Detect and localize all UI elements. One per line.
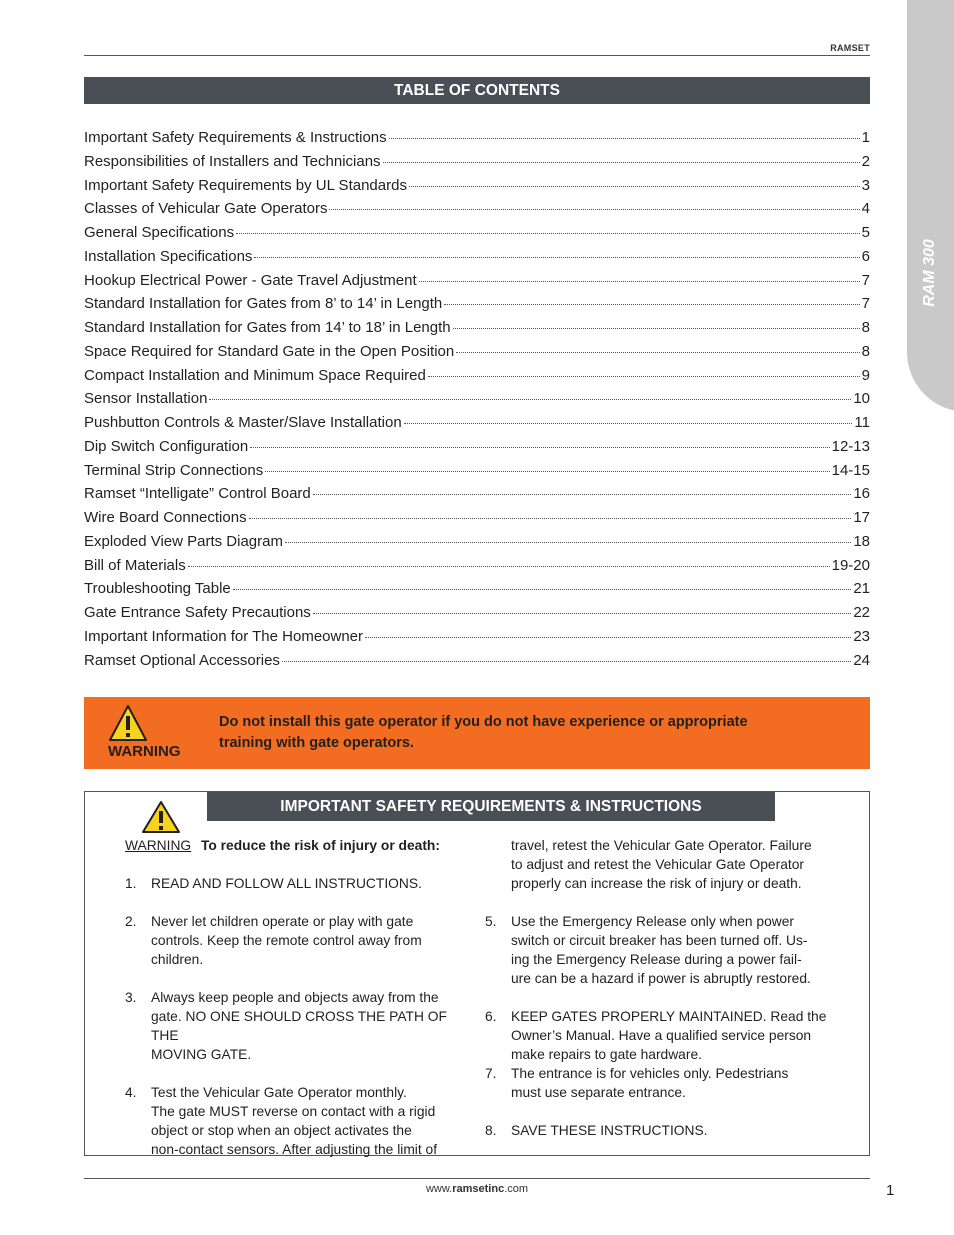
safety-item-number: 7. — [485, 1066, 497, 1081]
safety-item-line: properly can increase the risk of injury or death. — [511, 876, 802, 891]
toc-entry-page: 23 — [853, 627, 870, 645]
toc-entry-page: 21 — [853, 580, 870, 598]
toc-entry-title: Dip Switch Configuration — [84, 437, 249, 455]
toc-entry-page: 7 — [861, 271, 870, 289]
toc-leader — [282, 661, 851, 662]
toc-entry-title: Exploded View Parts Diagram — [84, 532, 283, 550]
toc-entry-page: 22 — [853, 604, 870, 621]
safety-item-line: The gate MUST reverse on contact with a rigid — [151, 1104, 436, 1119]
safety-item — [485, 912, 840, 988]
safety-item-number: 3. — [125, 990, 137, 1005]
toc-leader — [313, 613, 852, 614]
toc-entry-title: Space Required for Standard Gate in the Open Position — [84, 342, 455, 360]
toc-entry[interactable] — [84, 387, 870, 411]
safety-item-line: ure can be a hazard if power is abruptly restored. — [511, 971, 811, 986]
safety-item-line: children. — [151, 952, 204, 967]
toc-entry-page: 11 — [854, 414, 870, 431]
safety-item-number — [485, 836, 511, 893]
toc-entry-title: Gate Entrance Safety Precautions — [84, 604, 311, 621]
safety-item-line: Use the Emergency Release only when power — [511, 914, 794, 929]
safety-item-number: 2. — [125, 914, 137, 929]
toc-entry-page: 16 — [853, 485, 870, 503]
page-number: 1 — [886, 1182, 895, 1199]
warning-message-line: Do not install this gate operator if you do not have experience or appropriate — [219, 714, 748, 730]
warning-triangle-icon — [108, 704, 148, 742]
toc-entry-title: Important Safety Requirements & Instructions — [84, 129, 387, 146]
safety-item-line: MOVING GATE. — [151, 1047, 252, 1062]
side-tab — [907, 0, 954, 412]
safety-item-line: SAVE THESE INSTRUCTIONS. — [511, 1123, 708, 1138]
toc-entry[interactable] — [84, 269, 870, 293]
toc-entry[interactable] — [84, 625, 870, 649]
toc-entry-title: Terminal Strip Connections — [84, 461, 264, 479]
safety-item-number: 8. — [485, 1123, 497, 1138]
safety-section — [84, 791, 870, 1156]
toc-entry-page: 10 — [853, 390, 870, 408]
safety-item — [485, 1121, 840, 1140]
safety-item-line: gate. NO ONE SHOULD CROSS THE PATH OF THE — [151, 1009, 447, 1043]
safety-item-number: 5. — [485, 914, 497, 929]
warning-banner — [84, 697, 870, 769]
toc-entry-page: 18 — [853, 532, 870, 550]
toc-entry-page: 1 — [861, 129, 870, 146]
toc-entry[interactable] — [84, 506, 870, 530]
toc-entry-page: 5 — [861, 224, 870, 241]
safety-item-line: must use separate entrance. — [511, 1085, 686, 1100]
safety-item — [125, 874, 470, 893]
toc-entry-page: 8 — [861, 319, 870, 336]
toc-leader — [389, 138, 860, 139]
header-brand: RAMSET — [830, 43, 870, 53]
toc-entry-title: Standard Installation for Gates from 14’ to 18’ in Length — [84, 319, 451, 336]
toc-entry[interactable] — [84, 601, 870, 625]
toc-leader — [329, 209, 859, 210]
side-tab-label: RAM 300 — [921, 239, 938, 307]
toc-entry-page: 17 — [853, 509, 870, 526]
toc-entry-page: 9 — [861, 366, 870, 384]
safety-item-line: travel, retest the Vehicular Gate Operator. Failure — [511, 838, 812, 853]
toc-entry[interactable] — [84, 435, 870, 459]
toc-entry-title: General Specifications — [84, 224, 235, 241]
safety-item-line: Owner’s Manual. Have a qualified service person — [511, 1028, 812, 1043]
toc-leader — [236, 233, 860, 234]
toc-leader — [250, 447, 829, 448]
toc-entry[interactable] — [84, 292, 870, 316]
toc-leader — [265, 471, 829, 472]
toc-entry[interactable] — [84, 649, 870, 673]
safety-item — [485, 1064, 840, 1102]
safety-column-left — [125, 836, 470, 1159]
safety-item-line: Never let children operate or play with gate — [151, 914, 414, 929]
toc-entry-page: 19-20 — [831, 556, 870, 574]
toc-leader — [453, 328, 860, 329]
safety-item-line: ing the Emergency Release during a power fail- — [511, 952, 802, 967]
toc-entry-title: Troubleshooting Table — [84, 580, 231, 598]
toc-entry-title: Installation Specifications — [84, 247, 253, 265]
toc-leader — [285, 542, 851, 543]
toc-entry[interactable] — [84, 316, 870, 340]
toc-entry[interactable] — [84, 482, 870, 506]
toc-entry-title: Classes of Vehicular Gate Operators — [84, 200, 328, 218]
toc-title: TABLE OF CONTENTS — [84, 77, 870, 104]
toc-leader — [428, 376, 860, 377]
toc-leader — [456, 352, 859, 353]
safety-item-line: The entrance is for vehicles only. Pedestrians — [511, 1066, 789, 1081]
toc-entry-page: 14-15 — [831, 461, 870, 479]
safety-intro-text: To reduce the risk of injury or death: — [201, 838, 440, 853]
toc-entry-page: 8 — [861, 342, 870, 360]
safety-item-line: KEEP GATES PROPERLY MAINTAINED. Read the — [511, 1009, 827, 1024]
toc-entry[interactable] — [84, 150, 870, 174]
toc-entry-title: Bill of Materials — [84, 556, 186, 574]
toc-entry-title: Responsibilities of Installers and Technicians — [84, 152, 381, 170]
toc-entry-page: 12-13 — [831, 437, 870, 455]
toc-entry-title: Sensor Installation — [84, 390, 208, 408]
warning-message-line: training with gate operators. — [219, 735, 414, 751]
toc-leader — [383, 162, 860, 163]
toc-leader — [404, 423, 853, 424]
toc-entry-title: Pushbutton Controls & Master/Slave Installation — [84, 414, 402, 431]
toc-entry-title: Hookup Electrical Power - Gate Travel Adjustment — [84, 271, 417, 289]
toc-list — [84, 126, 870, 672]
safety-section-title: IMPORTANT SAFETY REQUIREMENTS & INSTRUCTIONS — [207, 792, 775, 821]
safety-item-line: controls. Keep the remote control away from — [151, 933, 422, 948]
toc-leader — [249, 518, 852, 519]
toc-entry-page: 2 — [861, 152, 870, 170]
safety-item-number: 6. — [485, 1009, 497, 1024]
warning-label: WARNING — [108, 743, 181, 760]
toc-entry[interactable] — [84, 459, 870, 483]
toc-entry[interactable] — [84, 221, 870, 245]
toc-leader — [365, 637, 851, 638]
toc-entry-title: Important Information for The Homeowner — [84, 627, 364, 645]
safety-item — [125, 1083, 470, 1159]
toc-entry-page: 4 — [861, 200, 870, 218]
toc-entry-page: 7 — [861, 295, 870, 313]
toc-entry[interactable] — [84, 364, 870, 388]
toc-leader — [419, 281, 860, 282]
toc-entry[interactable] — [84, 174, 870, 198]
safety-item-number: 1. — [125, 876, 137, 891]
toc-entry[interactable] — [84, 554, 870, 578]
toc-entry-title: Wire Board Connections — [84, 509, 247, 526]
footer-rule — [84, 1178, 870, 1179]
toc-entry-page: 6 — [861, 247, 870, 265]
footer-url[interactable]: www.ramsetinc.com — [425, 1183, 529, 1195]
warning-triangle-icon — [141, 800, 181, 834]
safety-item-line: Always keep people and objects away from the — [151, 990, 439, 1005]
safety-column-right — [485, 836, 840, 1159]
toc-entry[interactable] — [84, 411, 870, 435]
toc-entry-title: Compact Installation and Minimum Space Required — [84, 366, 426, 384]
toc-entry-title: Ramset “Intelligate” Control Board — [84, 485, 311, 503]
safety-item-line: make repairs to gate hardware. — [511, 1047, 702, 1062]
safety-item-line: object or stop when an object activates the — [151, 1123, 412, 1138]
safety-item — [125, 988, 470, 1064]
safety-intro — [125, 836, 470, 855]
toc-entry-title: Important Safety Requirements by UL Standards — [84, 176, 407, 194]
toc-leader — [409, 186, 860, 187]
safety-item-number: 4. — [125, 1085, 137, 1100]
safety-item-line: to adjust and retest the Vehicular Gate Operator — [511, 857, 804, 872]
safety-item — [125, 912, 470, 969]
toc-leader — [233, 589, 852, 590]
toc-entry[interactable] — [84, 126, 870, 150]
toc-entry-page: 3 — [861, 176, 870, 194]
toc-leader — [254, 257, 859, 258]
toc-entry[interactable] — [84, 245, 870, 269]
safety-item-line: Test the Vehicular Gate Operator monthly. — [151, 1085, 407, 1100]
toc-entry[interactable] — [84, 577, 870, 601]
safety-item-continued — [485, 836, 840, 893]
toc-leader — [444, 304, 859, 305]
safety-item-line: non-contact sensors. After adjusting the limit of — [151, 1142, 438, 1157]
toc-entry-title: Ramset Optional Accessories — [84, 651, 280, 669]
safety-intro-label: WARNING — [125, 838, 192, 853]
toc-leader — [209, 399, 851, 400]
safety-item-line: switch or circuit breaker has been turned off. Us- — [511, 933, 808, 948]
toc-entry-page: 24 — [853, 651, 870, 669]
safety-item-line: READ AND FOLLOW ALL INSTRUCTIONS. — [151, 876, 422, 891]
toc-leader — [188, 566, 830, 567]
toc-leader — [313, 494, 852, 495]
toc-entry-title: Standard Installation for Gates from 8’ to 14’ in Length — [84, 295, 443, 313]
toc-entry[interactable] — [84, 530, 870, 554]
top-rule — [84, 55, 870, 56]
warning-message — [219, 712, 839, 754]
toc-entry[interactable] — [84, 340, 870, 364]
toc-entry[interactable] — [84, 197, 870, 221]
safety-item — [485, 1007, 840, 1064]
